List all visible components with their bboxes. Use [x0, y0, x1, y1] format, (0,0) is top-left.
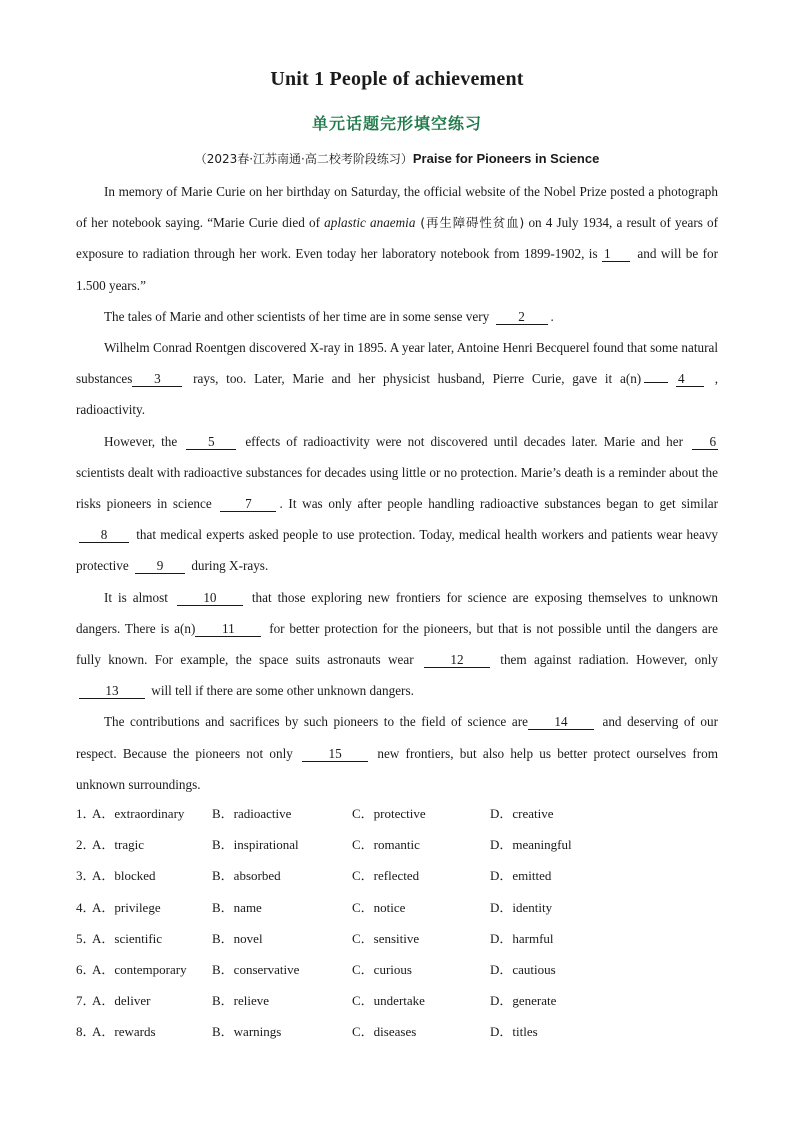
option-d[interactable]: D．titles [490, 1024, 538, 1040]
p4-text-a: However, the [104, 433, 178, 449]
option-d[interactable]: D．identity [490, 899, 553, 915]
question-row [76, 860, 718, 891]
question-row [76, 1016, 718, 1047]
p4-text-f: during X-rays. [191, 558, 269, 574]
p6-text-a: The contributions and sacrifices by such pioneers to the field of science are [104, 714, 528, 730]
p3-text-a: Wilhelm Conrad Roentgen discovered X-ray in 1895. A year later, Antoine Henri Becquerel found that some natural substances [76, 340, 718, 387]
option-b[interactable]: B．novel [212, 930, 263, 946]
p6-text-c: new frontiers, but also help us better protect ourselves from unknown surroundings. [76, 745, 719, 792]
blank-10[interactable]: 10 [177, 591, 243, 606]
blank-6[interactable]: 6 [692, 435, 718, 450]
blank-13[interactable]: 13 [79, 684, 145, 699]
paragraph-3 [76, 332, 718, 426]
paragraph-2 [76, 301, 718, 332]
p2-text-a: The tales of Marie and other scientists of her time are in some sense very [104, 308, 490, 324]
paragraph-6 [76, 706, 718, 800]
option-d[interactable]: D．emitted [490, 868, 552, 884]
option-b[interactable]: B．warnings [212, 1024, 282, 1040]
option-c[interactable]: C．undertake [352, 993, 425, 1009]
p1-chinese-gloss: (再生障碍性贫血) [415, 215, 525, 231]
option-b[interactable]: B．name [212, 899, 262, 915]
passage-title: Praise for Pioneers in Science [412, 151, 600, 166]
p1-text-b: on 4 July 1934, a result of years of exposure to radiation through her work. Even today her laboratory notebook from 1899-1902, is [76, 215, 718, 262]
blank-8[interactable]: 8 [79, 528, 129, 543]
option-a[interactable]: A．tragic [92, 837, 144, 853]
passage-source [0, 150, 794, 167]
blank-2[interactable]: 2 [496, 310, 548, 325]
question-number: 3． [76, 868, 96, 884]
option-a[interactable]: A．rewards [92, 1024, 156, 1040]
question-row [76, 923, 718, 954]
option-c[interactable]: C．reflected [352, 868, 420, 884]
option-d[interactable]: D．generate [490, 993, 557, 1009]
blank-9[interactable]: 9 [135, 559, 185, 574]
blank-1[interactable]: 1 [602, 247, 630, 262]
option-c[interactable]: C．diseases [352, 1024, 417, 1040]
p1-text-c: and will be for 1.500 years.” [76, 246, 719, 293]
question-number: 4． [76, 899, 96, 915]
question-number: 7． [76, 993, 96, 1009]
option-c[interactable]: C．protective [352, 806, 426, 821]
question-row [76, 954, 718, 985]
p5-text-a: It is almost [104, 589, 168, 605]
blank-4-underline [644, 382, 668, 383]
option-d[interactable]: D．cautious [490, 961, 556, 977]
option-d[interactable]: D．meaningful [490, 837, 572, 853]
option-a[interactable]: A．privilege [92, 899, 161, 915]
p1-italic-term: aplastic anaemia [324, 215, 416, 231]
page-title: Unit 1 People of achievement [270, 68, 524, 90]
question-number: 5． [76, 930, 96, 946]
p5-text-b: that those exploring new frontiers for science are exposing themselves to unknown dangers. There is a(n) [76, 589, 719, 636]
question-row [76, 985, 718, 1016]
question-number: 8． [76, 1024, 96, 1040]
question-number: 6． [76, 961, 96, 977]
question-number: 2． [76, 837, 96, 853]
paragraph-1 [76, 176, 718, 301]
p4-text-c: scientists dealt with radioactive substances for decades using little or no protection. Marie’s death is a reminder about the risks pioneers in science [76, 464, 718, 512]
option-b[interactable]: B．inspirational [212, 837, 299, 853]
option-b[interactable]: B．relieve [212, 993, 270, 1009]
option-c[interactable]: C．curious [352, 961, 412, 977]
blank-15[interactable]: 15 [302, 747, 368, 762]
p2-text-b: . [550, 308, 554, 324]
option-a[interactable]: A．blocked [92, 868, 156, 884]
p5-text-c: for better protection for the pioneers, but that is not possible until the dangers are fully known. For example, the space suits astronauts wear [76, 620, 719, 668]
blank-5[interactable]: 5 [186, 435, 236, 450]
option-d[interactable]: D．harmful [490, 930, 554, 946]
blank-3[interactable]: 3 [132, 372, 182, 387]
blank-11[interactable]: 11 [195, 622, 261, 637]
blank-7[interactable]: 7 [220, 497, 276, 512]
blank-4[interactable]: 4 [676, 372, 704, 387]
option-c[interactable]: C．romantic [352, 837, 420, 853]
passage [76, 176, 718, 800]
option-a[interactable]: A．scientific [92, 930, 163, 946]
option-b[interactable]: B．conservative [212, 961, 300, 977]
option-a[interactable]: A．contemporary [92, 961, 187, 977]
p5-text-d: them against radiation. However, only [500, 652, 719, 668]
answer-options [76, 798, 718, 1048]
option-c[interactable]: C．sensitive [352, 930, 420, 946]
p1-text-a: In memory of Marie Curie on her birthday on Saturday, the official website of the Nobel Prize posted a photograph of her notebook saying. “Marie Curie died of [76, 184, 718, 231]
paragraph-5 [76, 582, 718, 707]
p4-text-d: . It was only after people handling radioactive substances began to get similar [279, 496, 718, 512]
option-b[interactable]: B．radioactive [212, 806, 292, 821]
source-tag: （2023春·江苏南通·高二校考阶段练习） [194, 152, 413, 166]
paragraph-4 [76, 426, 718, 582]
option-d[interactable]: D．creative [490, 806, 554, 821]
page-subtitle: 单元话题完形填空练习 [311, 114, 482, 133]
question-row [76, 798, 718, 829]
p5-text-e: will tell if there are some other unknown dangers. [151, 683, 414, 699]
question-number: 1． [76, 806, 96, 821]
question-row [76, 892, 718, 923]
option-b[interactable]: B．absorbed [212, 868, 281, 884]
blank-12[interactable]: 12 [424, 653, 490, 668]
option-a[interactable]: A．extraordinary [92, 806, 185, 821]
p6-text-b: and deserving of our respect. Because the pioneers not only [76, 714, 718, 761]
p4-text-e: that medical experts asked people to use protection. Today, medical health workers and patients wear heavy protective [76, 527, 719, 574]
option-a[interactable]: A．deliver [92, 993, 151, 1009]
p3-text-b: rays, too. Later, Marie and her physicist husband, Pierre Curie, gave it a(n) [193, 371, 642, 387]
p4-text-b: effects of radioactivity were not discovered until decades later. Marie and her [245, 433, 683, 449]
p3-text-c: , radioactivity. [76, 371, 718, 418]
blank-14[interactable]: 14 [528, 715, 594, 730]
question-row [76, 829, 718, 860]
option-c[interactable]: C．notice [352, 899, 406, 915]
